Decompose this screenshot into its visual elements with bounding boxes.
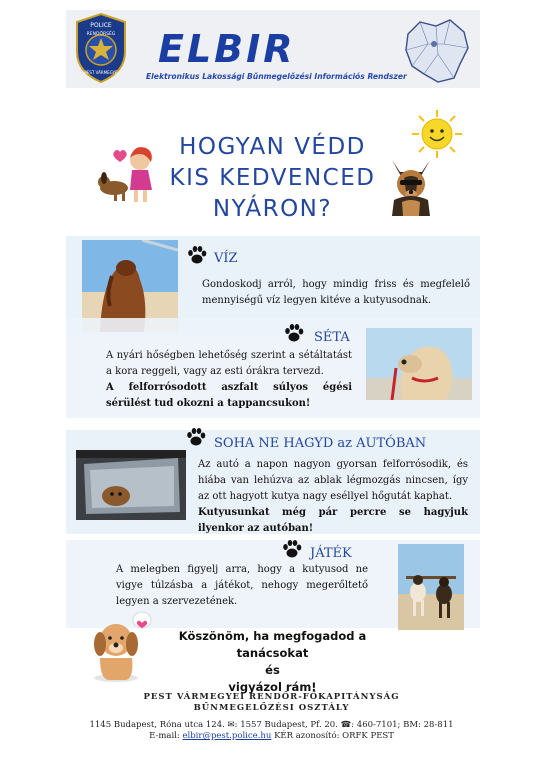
thanks-line-1: Köszönöm, ha megfogadod a tanácsokat bbox=[178, 629, 367, 660]
page-title bbox=[150, 132, 395, 225]
footer-phone: : 460-7101; BM: 28-811 bbox=[351, 720, 454, 730]
paw-icon bbox=[184, 426, 208, 448]
badge-text-mid: RENDŐRSÉG bbox=[86, 32, 116, 37]
county-map-icon bbox=[398, 14, 474, 86]
dog-in-car-photo bbox=[76, 450, 186, 520]
shepherd-dog-illustration bbox=[386, 152, 436, 218]
mail-icon: ✉ bbox=[227, 720, 235, 730]
section-seta-warning: A felforrósodott aszfalt súlyos égési sérülést tud okozni a tappancsukon! bbox=[106, 382, 352, 409]
elbir-logo: ELBIR bbox=[158, 27, 296, 71]
dog-with-leash-photo bbox=[366, 328, 472, 400]
footer-contact-line bbox=[0, 720, 543, 730]
title-line-1: HOGYAN VÉDD bbox=[179, 134, 366, 160]
footer-ker: KÉR azonosító: ORFK PEST bbox=[274, 731, 394, 741]
section-auto-warning-a: Kutyusunkat bbox=[198, 507, 270, 518]
footer-org-line-2: BŰNMEGELŐZÉSI OSZTÁLY bbox=[193, 703, 350, 713]
phone-icon: ☎ bbox=[340, 720, 352, 730]
paw-icon bbox=[186, 244, 208, 266]
section-auto-text: Az autó a napon nagyon gyorsan felforrósodik, és hiába van lehúzva az ablak légmozgás nincsen, így az ott hagyott kutya nagy eséllyel hőgutát kaphat. bbox=[198, 459, 468, 502]
section-auto-warning-b: még pár percre se hagyjuk ilyenkor az autóban! bbox=[198, 507, 468, 534]
paw-icon bbox=[282, 322, 306, 344]
footer-mailbox: : 1557 Budapest, Pf. 20. bbox=[234, 720, 338, 730]
section-seta-heading: SÉTA bbox=[314, 330, 350, 345]
elbir-subtitle: Elektronikus Lakossági Bűnmegelőzési Információs Rendszer bbox=[146, 72, 407, 81]
title-line-3: NYÁRON? bbox=[212, 196, 333, 222]
thanks-line-2: és bbox=[265, 663, 280, 677]
thanks-message bbox=[150, 628, 395, 696]
section-auto-body bbox=[198, 457, 468, 537]
section-seta-body bbox=[106, 348, 352, 412]
footer-email-label: E-mail: bbox=[149, 731, 180, 741]
thanks-line-3: vigyázol rám! bbox=[228, 680, 317, 694]
footer-org-line-1: PEST VÁRMEGYEI RENDŐR-FŐKAPITÁNYSÁG bbox=[143, 692, 400, 702]
footer-email-link[interactable]: elbir@pest.police.hu bbox=[182, 731, 272, 741]
section-auto-heading: SOHA NE HAGYD az AUTÓBAN bbox=[214, 436, 427, 451]
cartoon-puppy-illustration bbox=[86, 608, 152, 686]
paw-icon bbox=[280, 538, 304, 560]
badge-text-top: POLICE bbox=[90, 22, 112, 29]
footer-email-line bbox=[0, 731, 543, 741]
section-viz-text: Gondoskodj arról, hogy mindig friss és megfelelő mennyiségű víz legyen kitéve a kutyusodnak. bbox=[202, 279, 470, 306]
section-viz-heading: VÍZ bbox=[214, 251, 238, 266]
section-jatek-text: A melegben figyelj arra, hogy a kutyusod ne vigye túlzásba a játékot, nehogy megerőltető legyen a szervezetének. bbox=[116, 564, 368, 607]
title-line-2: KIS KEDVENCED bbox=[169, 165, 376, 191]
police-badge-icon bbox=[73, 12, 129, 84]
section-jatek-heading: JÁTÉK bbox=[310, 546, 352, 561]
dogs-playing-photo bbox=[398, 544, 464, 630]
badge-text-bottom: PEST VÁRMEGYE bbox=[84, 70, 118, 75]
footer-address: 1145 Budapest, Róna utca 124. bbox=[89, 720, 225, 730]
section-seta-text: A nyári hőségben lehetőség szerint a sétáltatást a kora reggeli, vagy az esti órákra tervezd. bbox=[106, 350, 352, 377]
